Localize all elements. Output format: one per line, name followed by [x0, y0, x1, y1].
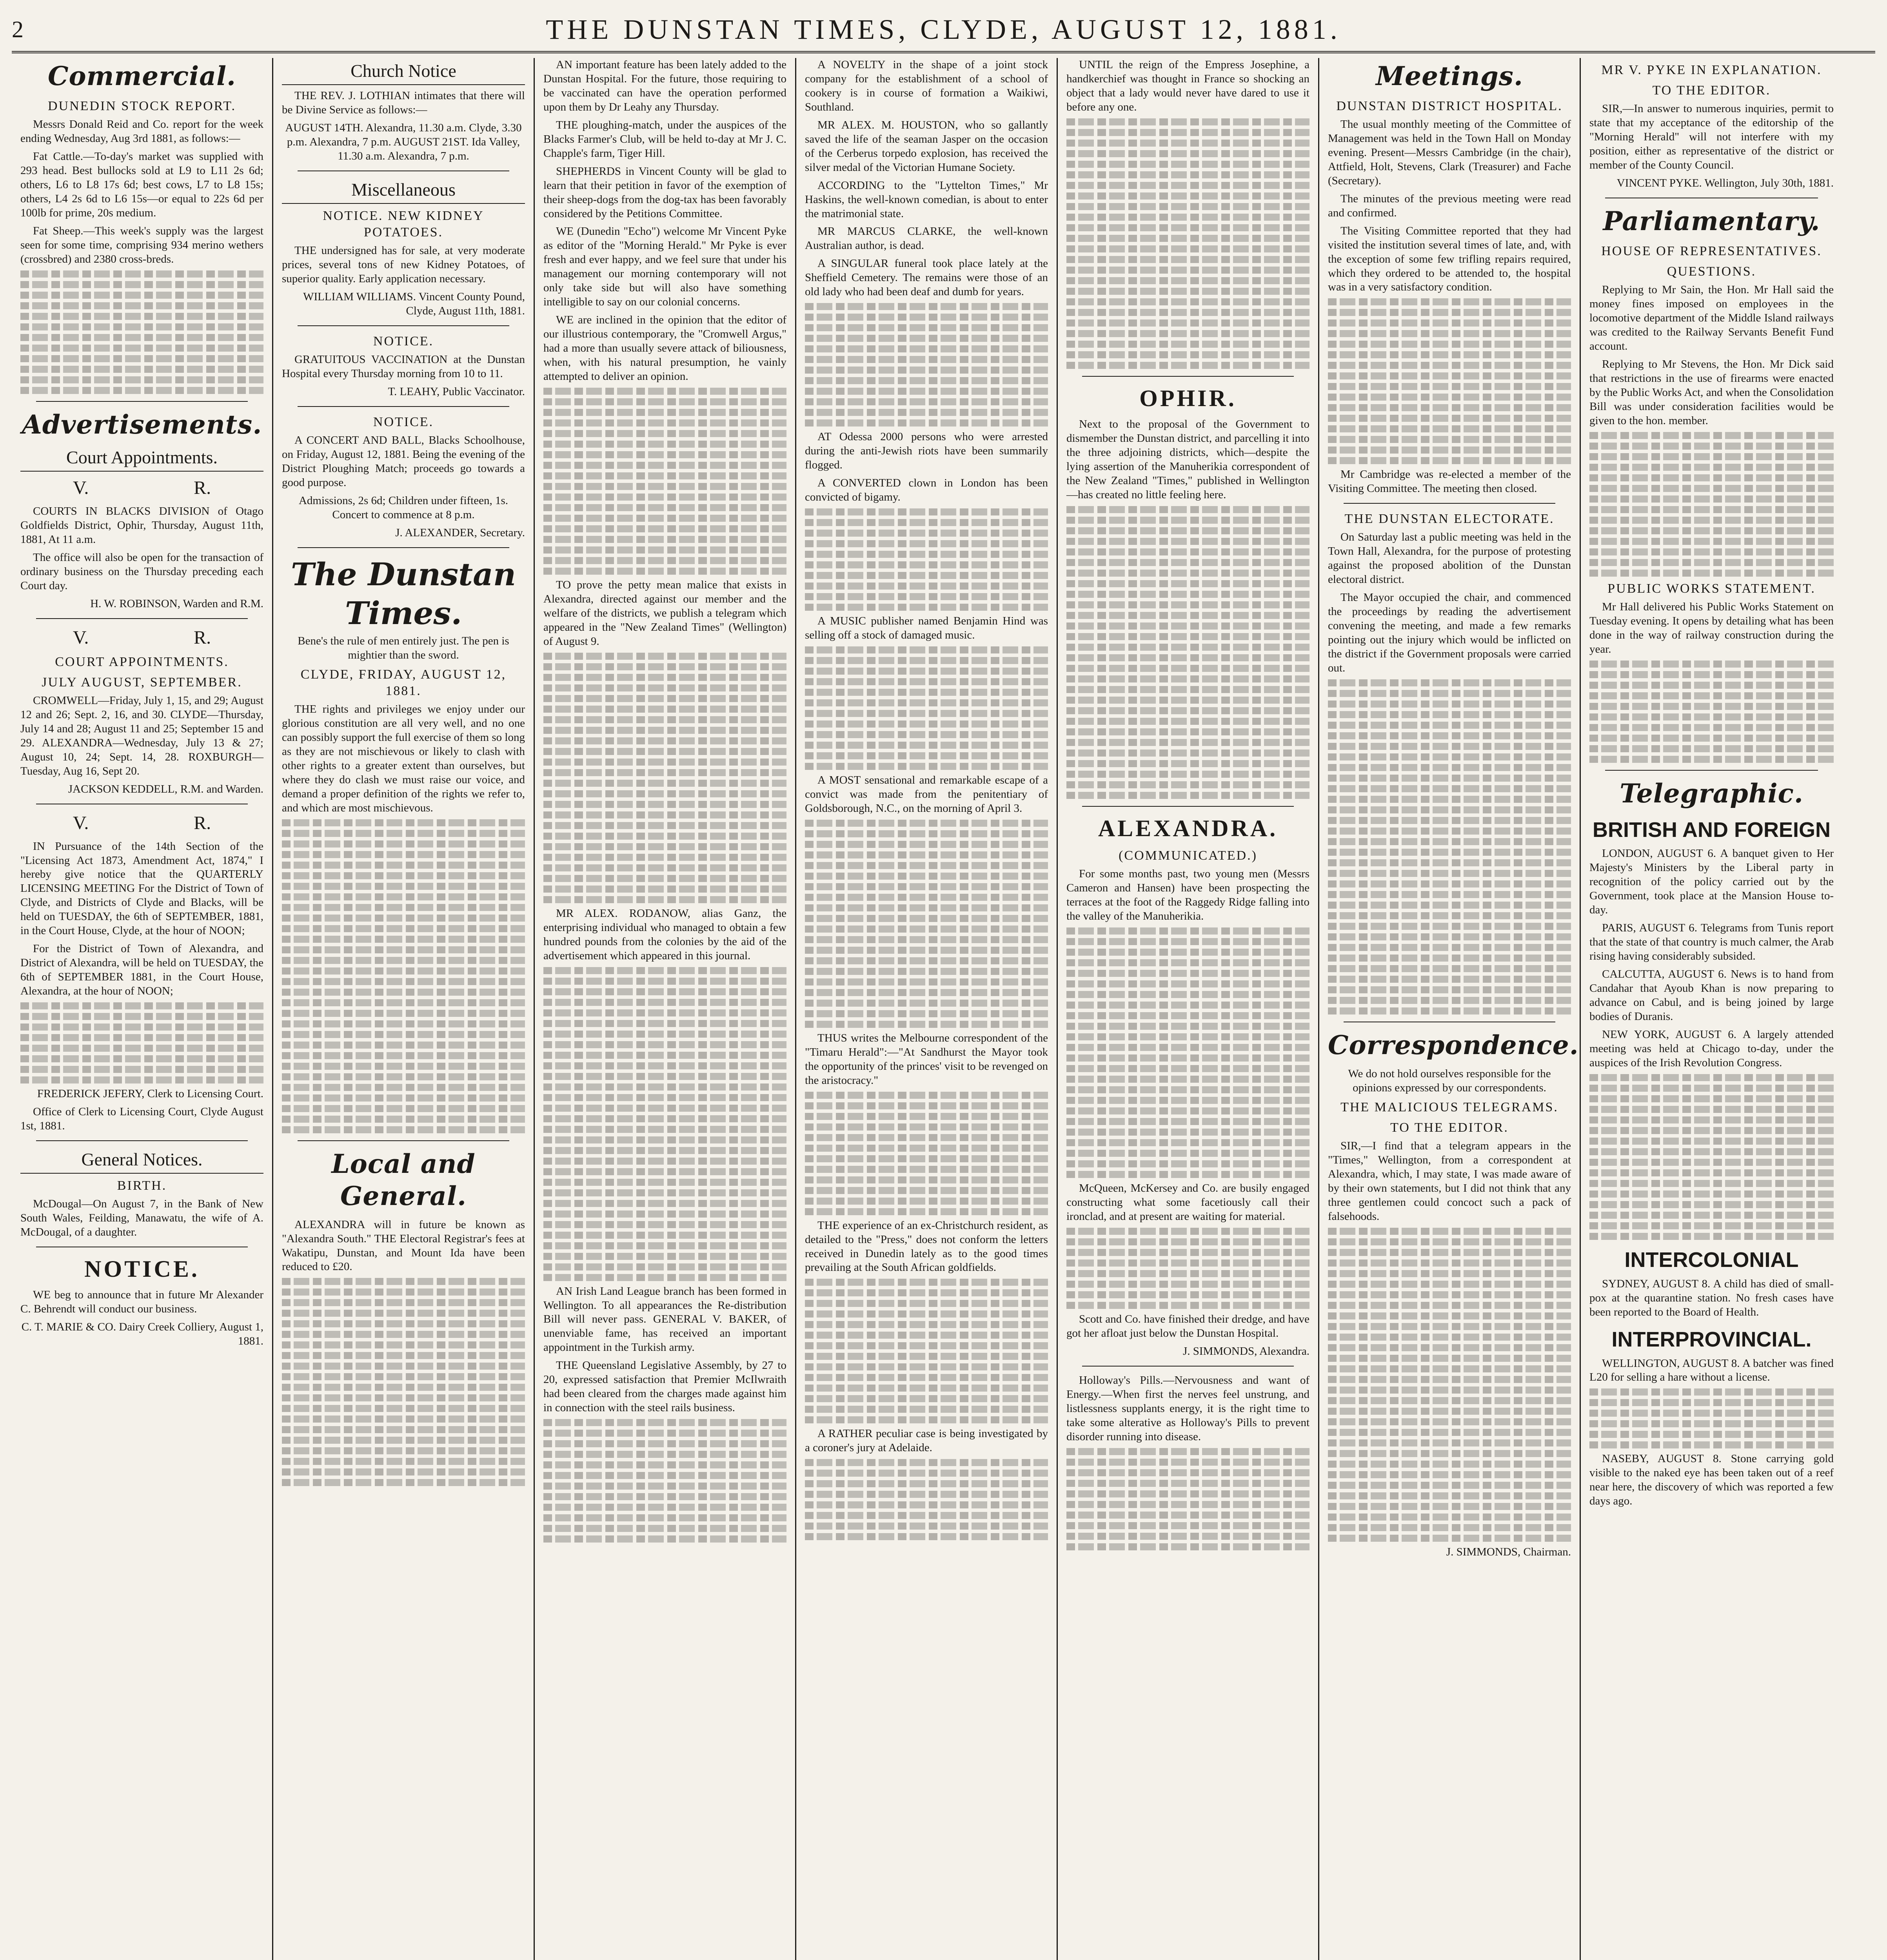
paper-motto: Bene's the rule of men entirely just. The pen is mightier than the sword.: [298, 635, 509, 662]
courts-office: The office will also be open for the transaction of ordinary business on the Thursday preceding each Court day.: [20, 551, 263, 592]
hospital-text-3: The Visiting Committee reported that they had visited the institution several times of late, and, with the exception of some few trifling repairs required, which they ordered to be attended to, the hospital was in a very satisfactory condition.: [1328, 224, 1571, 294]
warden-signature-2: JACKSON KEDDELL, R.M. and Warden.: [68, 783, 263, 796]
alexandra-signature: J. SIMMONDS, Alexandra.: [1182, 1345, 1309, 1358]
col5-para-1: UNTIL the reign of the Empress Josephine, a handkerchief was thought in France so shocking an object that a lady would never have dared to use it before any one.: [1066, 58, 1309, 113]
vaccination-heading: NOTICE.: [373, 334, 434, 348]
telegraphic-heading: Telegraphic.: [1620, 778, 1803, 809]
local-general-text: ALEXANDRA will in future be known as "Alexandra South." THE Electoral Registrar's fees at Wakatipu, Dunstan, and Mount Ida have been reduced to £20.: [282, 1218, 525, 1273]
intercolonial-heading: INTERCOLONIAL: [1624, 1248, 1799, 1272]
col4-para-7: A CONVERTED clown in London has been convicted of bigamy.: [805, 477, 1048, 504]
columns: [12, 58, 1875, 1960]
church-notice: THE REV. J. LOTHIAN intimates that there will be Divine Service as follows:—: [282, 89, 525, 116]
col3-para-9: THE Queensland Legislative Assembly, by 27 to 20, expressed satisfaction that Premier McIlwraith had been cleared from the charges made against him in connection with the steel rails business.: [543, 1359, 786, 1414]
commercial-heading: Commercial.: [47, 61, 236, 91]
advertisements-heading: Advertisements.: [22, 409, 262, 440]
alexandra-text-2: McQueen, McKersey and Co. are busily engaged constructing what some facetiously call their ironclad, and at present are waiting for material.: [1066, 1182, 1309, 1223]
column-7: [1581, 58, 1842, 1960]
birth-notice: McDougal—On August 7, in the Bank of New South Wales, Feilding, Manawatu, the wife of A. McDougal, of a daughter.: [20, 1198, 263, 1239]
correspondence-heading: Correspondence.: [1328, 1030, 1579, 1061]
fat-cattle: Fat Cattle.—To-day's market was supplied with 293 head. Best bullocks sold at L9 to L11 2s 6d; others, L6 to L8 17s 6d; best cows, L7 to L8 15s; others, L4 2s 6d to L6 15s—or equal to 22s 6d per 100lb for prime, 20s medium.: [20, 150, 263, 219]
paris-dispatch: PARIS, AUGUST 6. Telegrams from Tunis report that the state of that country is much calmer, the Arab rising having considerably subsided.: [1589, 922, 1834, 963]
column-1: [12, 58, 273, 1960]
vr-crest: V. R.: [73, 477, 211, 499]
column-2: [273, 58, 535, 1960]
courts-notice: COURTS IN BLACKS DIVISION of Otago Goldfields District, Ophir, Thursday, August 11th, 1881, At 11 a.m.: [20, 505, 263, 546]
masthead-title: THE DUNSTAN TIMES, CLYDE, AUGUST 12, 1881.: [546, 13, 1341, 45]
parliamentary-heading: Parliamentary.: [1603, 206, 1820, 237]
correspondence-disclaimer: We do not hold ourselves responsible for the opinions expressed by our correspondents.: [1348, 1067, 1551, 1094]
vr-crest-2: V. R.: [73, 627, 211, 648]
telegrams-to-editor: TO THE EDITOR.: [1390, 1120, 1509, 1135]
public-works-heading: PUBLIC WORKS STATEMENT.: [1607, 581, 1816, 596]
miscellaneous-heading: Miscellaneous: [282, 178, 525, 204]
col4-para-11: THE experience of an ex-Christchurch resident, as detailed to the "Press," does not conform the letters received in Dunedin lately as to the good times prevailing at the South African goldfields.: [805, 1219, 1048, 1274]
leader-article: THE rights and privileges we enjoy under our glorious constitution are all very well, and no one can possibly support the full exercise of them so long as they are not mischievous or likely to clash with other rights to a greater extent than ourselves, but where they do clash we must raise our voice, and demand a proper definition of the rights we refer to, and which are most mischievous.: [282, 703, 525, 815]
telegrams-signature: J. SIMMONDS, Chairman.: [1446, 1545, 1571, 1558]
colliery-notice: WE beg to announce that in future Mr Alexander C. Behrendt will conduct our business.: [20, 1289, 263, 1316]
questions-heading: QUESTIONS.: [1667, 264, 1756, 279]
house-heading: HOUSE OF REPRESENTATIVES.: [1601, 243, 1822, 258]
potatoes-heading: NOTICE. NEW KIDNEY POTATOES.: [323, 208, 484, 240]
col3-para-4: WE (Dunedin "Echo") welcome Mr Vincent Pyke as editor of the "Morning Herald." Mr Pyke is ever fresh and ever happy, and we feel sure that under his management our morning contemporary will not only take side but will also have something intelligible to say on our colonial concerns.: [543, 225, 786, 309]
col4-para-10: THUS writes the Melbourne correspondent of the "Timaru Herald":—"At Sandhurst the Mayor took the opportunity of the princes' visit to be revenged on the aristocracy.": [805, 1031, 1048, 1087]
ophir-text: Next to the proposal of the Government to dismember the Dunstan district, and parcelling it into the three adjoining districts, which—despite the lying assertion of the Manuherikia correspondent of the New Zealand "Times," published in Wellington—has created no little feeling here.: [1066, 418, 1309, 501]
hospital-heading: DUNSTAN DISTRICT HOSPITAL.: [1336, 98, 1563, 113]
colliery-signature: C. T. MARIE & CO. Dairy Creek Colliery, August 1, 1881.: [21, 1321, 263, 1348]
clerk-date: Office of Clerk to Licensing Court, Clyde August 1st, 1881.: [20, 1105, 263, 1132]
pyke-to-editor: TO THE EDITOR.: [1652, 83, 1771, 98]
col3-para-7: MR ALEX. RODANOW, alias Ganz, the enterprising individual who managed to obtain a few hundred pounds from the colonies by the aid of the advertisement which appeared in this journal.: [543, 907, 786, 962]
alexandra-text-3: Scott and Co. have finished their dredge, and have got her afloat just below the Dunstan Hospital.: [1066, 1313, 1309, 1340]
general-notices-heading: General Notices.: [20, 1148, 263, 1174]
col4-para-8: A MUSIC publisher named Benjamin Hind was selling off a stock of damaged music.: [805, 615, 1048, 641]
church-notice-heading: Church Notice: [282, 60, 525, 85]
meetings-heading: Meetings.: [1376, 61, 1523, 91]
electorate-heading: THE DUNSTAN ELECTORATE.: [1344, 512, 1555, 526]
column-4: [796, 58, 1058, 1960]
hospital-text-1: The usual monthly meeting of the Committee of Management was held in the Town Hall on Monday evening. Present—Messrs Cambridge (in the chair), Attfield, Holt, Stevens, Clark (Treasurer) and Fache (Secretary).: [1328, 118, 1571, 187]
electorate-text-2: The Mayor occupied the chair, and commenced the proceedings by reading the advertisement convening the meeting, and made a few remarks pointing out the injury which would be inflicted on the district if the Government proposals were carried out.: [1328, 591, 1571, 675]
local-general-heading: Local and General.: [331, 1148, 476, 1211]
newyork-dispatch: NEW YORK, AUGUST 6. A largely attended meeting was held at Chicago to-day, under the auspices of the Irish Revolution Congress.: [1589, 1028, 1834, 1069]
telegrams-letter: SIR,—I find that a telegram appears in the "Times," Wellington, from a correspondent at Alexandra, which, I may state, I was made aware of by their own statements, but I did not think that any three gentlemen could concoct such a pack of falsehoods.: [1328, 1140, 1571, 1223]
naseby-dispatch: NASEBY, AUGUST 8. Stone carrying gold visible to the naked eye has been taken out of a reef near here, the discovery of which was reported a few days ago.: [1589, 1452, 1834, 1508]
public-works-text: Mr Hall delivered his Public Works Statement on Tuesday evening. It opens by detailing what has been done in the way of railway construction during the year.: [1589, 600, 1834, 655]
notice-heading: NOTICE.: [84, 1256, 200, 1282]
potatoes-signature: WILLIAM WILLIAMS. Vincent County Pound, Clyde, August 11th, 1881.: [303, 290, 525, 317]
british-foreign-heading: BRITISH AND FOREIGN: [1593, 818, 1831, 842]
page-number: 2: [12, 16, 27, 42]
col3-para-5: WE are inclined in the opinion that the editor of our illustrious contemporary, the "Cromwell Argus," had a more than usually severe attack of biliousness, when, with his natural presumption, he vainly attempted to deliver an opinion.: [543, 314, 786, 383]
vaccination-signature: T. LEAHY, Public Vaccinator.: [388, 385, 525, 398]
ball-signature: J. ALEXANDER, Secretary.: [395, 526, 525, 539]
calcutta-dispatch: CALCUTTA, AUGUST 6. News is to hand from Candahar that Ayoub Khan is now preparing to advance on Cabul, and is being joined by large bodies of Duranis.: [1589, 968, 1834, 1023]
potatoes-notice: THE undersigned has for sale, at very moderate prices, several tons of new Kidney Potatoes, of superior quality. Early application necessary.: [282, 244, 525, 285]
parliament-text-1: Replying to Mr Sain, the Hon. Mr Hall said the money fines imposed on employees in the locomotive department of the Middle Island railways was credited to the Railway Servants Benefit Fund account.: [1589, 283, 1834, 352]
dateline: CLYDE, FRIDAY, AUGUST 12, 1881.: [300, 667, 507, 699]
pyke-letter: SIR,—In answer to numerous inquiries, permit to state that my acceptance of the editorship of the "Morning Herald" will not interfere with my position, either as representative of the district or member of the County Council.: [1589, 102, 1834, 172]
column-5: [1058, 58, 1319, 1960]
interprovincial-heading: INTERPROVINCIAL.: [1611, 1327, 1812, 1351]
ball-heading: NOTICE.: [373, 414, 434, 429]
birth-heading: BIRTH.: [117, 1178, 167, 1193]
col3-para-2: THE ploughing-match, under the auspices of the Blacks Farmer's Club, will be held to-day at Mr J. C. Chapple's farm, Tiger Hill.: [543, 118, 786, 160]
court-appointments-heading: Court Appointments.: [20, 446, 263, 472]
alexandra-text-1: For some months past, two young men (Messrs Cameron and Hansen) have been prospecting the terraces at the foot of the Raggedy Ridge falling into the valley of the Manuherikia.: [1066, 867, 1309, 923]
ophir-heading: OPHIR.: [1139, 385, 1237, 411]
col4-para-3: ACCORDING to the "Lyttelton Times," Mr Haskins, the well-known comedian, is about to enter the matrimonial state.: [805, 179, 1048, 220]
col4-para-9: A MOST sensational and remarkable escape of a convict was made from the penitentiary of Goldsborough, N.C., on the morning of April 3.: [805, 773, 1048, 815]
col3-para-3: SHEPHERDS in Vincent County will be glad to learn that their petition in favor of the exemption of their sheep-dogs from the dog-tax has been favorably considered by the Petitions Committee.: [543, 165, 786, 220]
alexandra-sub: (COMMUNICATED.): [1119, 848, 1257, 863]
court-schedule: CROMWELL—Friday, July 1, 15, and 29; August 12 and 26; Sept. 2, 16, and 30. CLYDE—Thursday, July 14 and 28; August 11 and 25; September 15 and 29. ALEXANDRA—Wednesday, July 13 & 27; August 10, 24; Sept. 14, 28. ROXBURGH—Tuesday, Aug 16, Sept 20.: [20, 694, 263, 778]
clerk-signature: FREDERICK JEFERY, Clerk to Licensing Court.: [37, 1087, 263, 1100]
col4-para-6: AT Odessa 2000 persons who were arrested during the anti-Jewish riots have been summarily flogged.: [805, 430, 1048, 472]
parliament-text-2: Replying to Mr Stevens, the Hon. Mr Dick said that restrictions in the use of firearms were enacted by the Public Works Act, and when the Consolidation Bill was under consideration facilities would be given to the hon. member.: [1589, 358, 1834, 427]
london-dispatch: LONDON, AUGUST 6. A banquet given to Her Majesty's Ministers by the Liberal party in recognition of the policy carried out by the Government, took place at the Mansion House to-day.: [1589, 847, 1834, 916]
paper-name: The Dunstan Times.: [291, 555, 516, 632]
pyke-signature: VINCENT PYKE. Wellington, July 30th, 1881.: [1616, 177, 1834, 190]
stock-report-heading: DUNEDIN STOCK REPORT.: [48, 98, 236, 113]
electorate-text-1: On Saturday last a public meeting was held in the Town Hall, Alexandra, for the purpose of protesting against the proposed abolition of the Dunstan electoral district.: [1328, 531, 1571, 586]
fat-sheep: Fat Sheep.—This week's supply was the largest seen for some time, comprising 934 merino wethers (crossbred) and 2380 cross-breds.: [20, 224, 263, 265]
ball-admissions: Admissions, 2s 6d; Children under fifteen, 1s. Concert to commence at 8 p.m.: [298, 494, 509, 521]
church-dates: AUGUST 14TH. Alexandra, 11.30 a.m. Clyde, 3.30 p.m. Alexandra, 7 p.m. AUGUST 21ST. Ida Valley, 11.30 a.m. Alexandra, 7 p.m.: [285, 121, 522, 162]
col3-para-1: AN important feature has been lately added to the Dunstan Hospital. For the future, those requiring to be vaccinated can have the operation performed upon them by Dr Leahy any Thursday.: [543, 58, 786, 113]
court-appointments-2-heading: COURT APPOINTMENTS.: [55, 655, 229, 670]
page-masthead: [12, 8, 1875, 53]
col4-para-2: MR ALEX. M. HOUSTON, who so gallantly saved the life of the seaman Jasper on the occasion of the Cerberus torpedo explosion, has received the silver medal of the Victorian Humane Society.: [805, 118, 1048, 174]
court-months: JULY AUGUST, SEPTEMBER.: [42, 675, 242, 690]
sydney-dispatch: SYDNEY, AUGUST 8. A child has died of small-pox at the quarantine station. No fresh cases have been reported to the Board of Health.: [1589, 1277, 1834, 1318]
hospital-text-2: The minutes of the previous meeting were read and confirmed.: [1328, 192, 1571, 219]
stock-intro: Messrs Donald Reid and Co. report for the week ending Wednesday, Aug 3rd 1881, as follows:—: [20, 118, 263, 145]
col4-para-12: A RATHER peculiar case is being investigated by a coroner's jury at Adelaide.: [805, 1427, 1048, 1454]
col4-para-4: MR MARCUS CLARKE, the well-known Australian author, is dead.: [805, 225, 1048, 252]
vr-crest-3: V. R.: [73, 813, 211, 834]
hospital-text-4: Mr Cambridge was re-elected a member of the Visiting Committee. The meeting then closed.: [1328, 468, 1571, 495]
warden-signature-1: H. W. ROBINSON, Warden and R.M.: [90, 597, 263, 610]
pyke-heading: MR V. PYKE IN EXPLANATION.: [1601, 63, 1822, 77]
holloway-advert: Holloway's Pills.—Nervousness and want of Energy.—When first the nerves feel unstrung, and listlessness supplants energy, it is the right time to take some alterative as Holloway's Pills to prevent disorder running into disease.: [1066, 1374, 1309, 1443]
column-3: [535, 58, 796, 1960]
alexandra-heading: ALEXANDRA.: [1098, 815, 1278, 841]
licensing-notice: IN Pursuance of the 14th Section of the "Licensing Act 1873, Amendment Act, 1874," I hereby give notice that the QUARTERLY LICENSING MEETING For the District of Town of Clyde, and Districts of Clyde and Blacks, will be held on TUESDAY, the 6th of SEPTEMBER, 1881, in the Court House, Clyde, at the hour of NOON;: [20, 840, 263, 937]
col3-para-8: AN Irish Land League branch has been formed in Wellington. To all appearances the Re-distribution Bill will never pass. GENERAL V. BAKER, of unenviable fame, has received an important appointment in the Turkish army.: [543, 1285, 786, 1354]
col4-para-1: A NOVELTY in the shape of a joint stock company for the establishment of a school of cookery is in course of formation a Waikiwi, Southland.: [805, 58, 1048, 113]
column-6: [1319, 58, 1581, 1960]
wellington-dispatch: WELLINGTON, AUGUST 8. A batcher was fined L20 for selling a hare without a license.: [1589, 1357, 1834, 1384]
licensing-notice-2: For the District of Town of Alexandra, and District of Alexandra, will be held on TUESDAY, the 6th of SEPTEMBER 1881, in the Court House, Alexandra, at the hour of NOON;: [20, 942, 263, 998]
telegrams-heading: THE MALICIOUS TELEGRAMS.: [1340, 1100, 1558, 1114]
ball-notice: A CONCERT AND BALL, Blacks Schoolhouse, on Friday, August 12, 1881. Being the evening of the District Ploughing Match; proceeds go towards a good purpose.: [282, 434, 525, 489]
col3-para-6: TO prove the petty mean malice that exists in Alexandra, directed against our member and the welfare of the districts, we publish a telegram which appeared in the "New Zealand Times" (Wellington) of August 9.: [543, 578, 786, 648]
col4-para-5: A SINGULAR funeral took place lately at the Sheffield Cemetery. The remains were those of an old lady who had been deaf and dumb for years.: [805, 257, 1048, 298]
vaccination-notice: GRATUITOUS VACCINATION at the Dunstan Hospital every Thursday morning from 10 to 11.: [282, 353, 525, 380]
